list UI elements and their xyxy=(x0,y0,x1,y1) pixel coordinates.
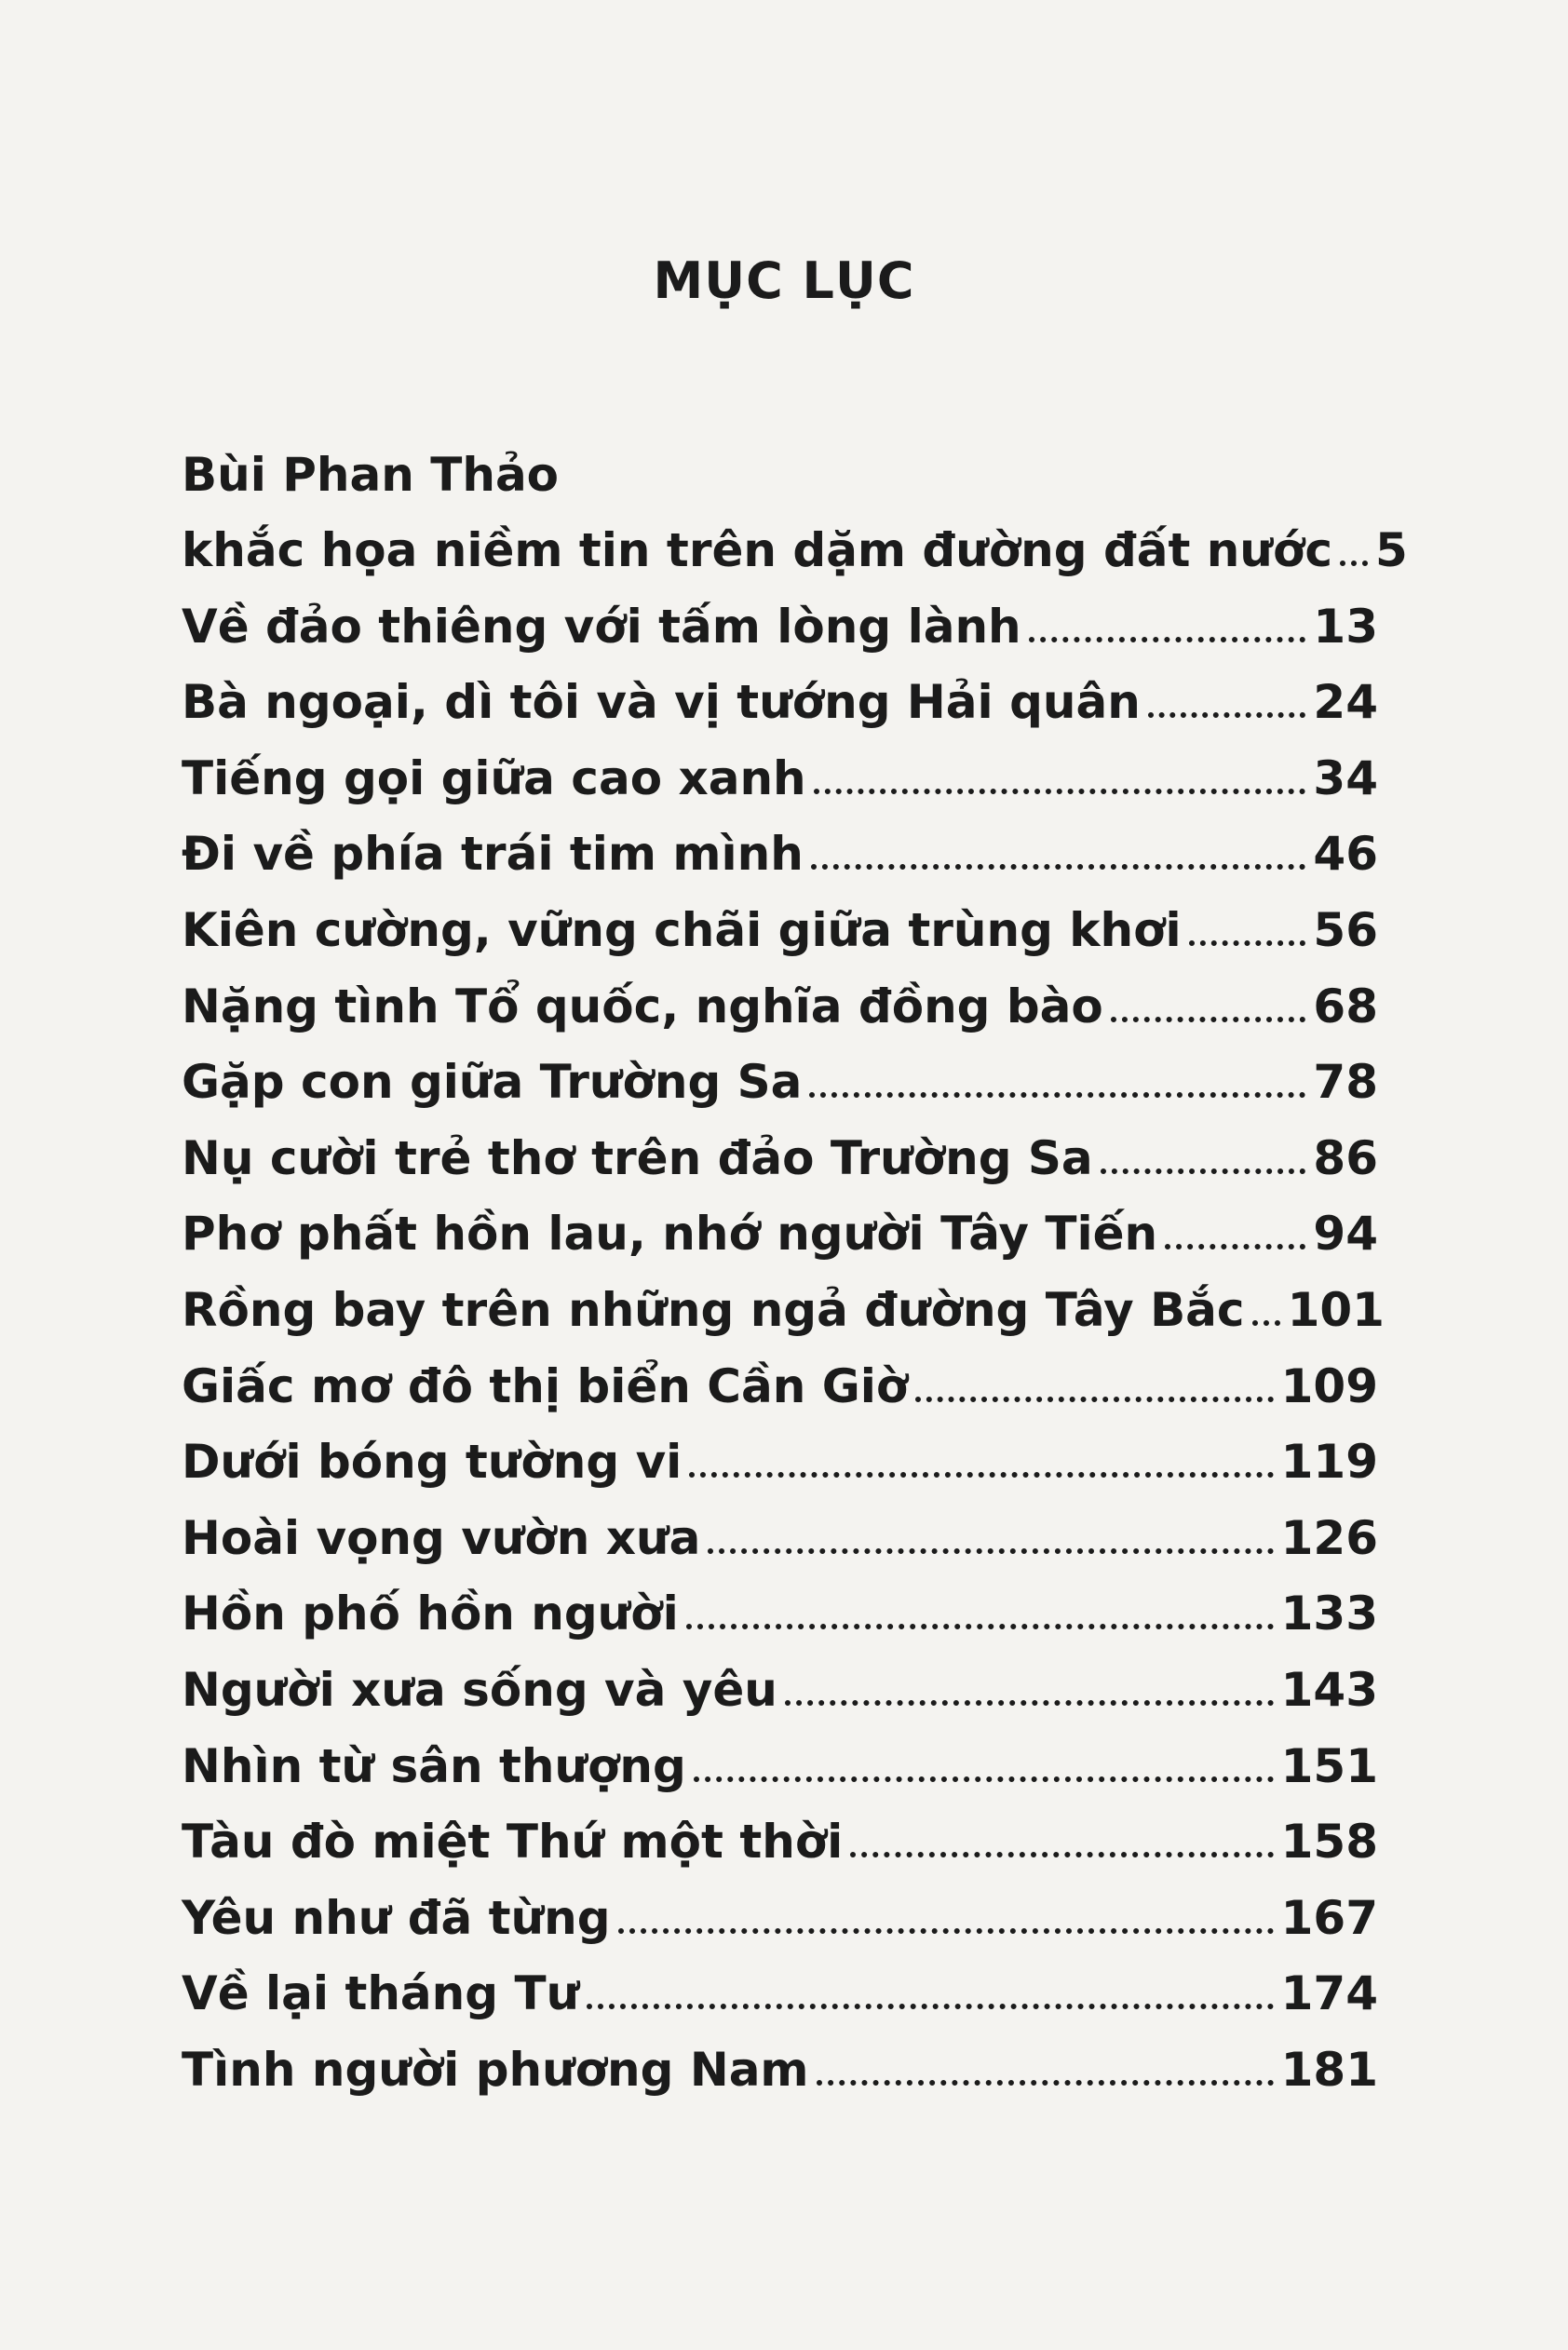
toc-entry-title: khắc họa niềm tin trên dặm đường đất nước xyxy=(182,523,1332,577)
toc-entry xyxy=(182,1349,1378,1425)
toc-entry-title: Về đảo thiêng với tấm lòng lành xyxy=(182,599,1021,654)
toc-entry-page: 24 xyxy=(1313,675,1378,730)
toc-entry xyxy=(182,969,1378,1046)
toc-entry-title: Nặng tình Tổ quốc, nghĩa đồng bào xyxy=(182,979,1103,1033)
toc-entry xyxy=(182,1804,1378,1881)
toc-entry-page: 5 xyxy=(1375,523,1408,577)
toc-entry-title: Giấc mơ đô thị biển Cần Giờ xyxy=(182,1358,909,1413)
toc-entry-page: 68 xyxy=(1313,979,1378,1033)
toc-entry xyxy=(182,2033,1378,2109)
dot-leader xyxy=(850,1852,1273,1857)
toc-entry-title: Rồng bay trên những ngả đường Tây Bắc xyxy=(182,1282,1245,1337)
toc-entry-page: 174 xyxy=(1280,1966,1378,2021)
dot-leader xyxy=(1148,712,1306,718)
toc-entry xyxy=(182,1881,1378,1957)
toc-entry xyxy=(182,741,1378,817)
toc-entry-title: Phơ phất hồn lau, nhớ người Tây Tiến xyxy=(182,1207,1158,1262)
toc-entry-title: Hồn phố hồn người xyxy=(182,1587,679,1641)
dot-leader xyxy=(1189,940,1306,946)
dot-leader xyxy=(1165,1244,1305,1249)
toc-entry-title: Tàu đò miệt Thứ một thời xyxy=(182,1815,844,1870)
dot-leader xyxy=(694,1776,1274,1782)
toc-entry-title: Nhìn từ sân thượng xyxy=(182,1738,686,1793)
toc-entry-title: Tiếng gọi giữa cao xanh xyxy=(182,750,806,805)
dot-leader xyxy=(1101,1168,1306,1174)
toc-entry xyxy=(182,1729,1378,1805)
toc-entry-page: 143 xyxy=(1280,1662,1378,1717)
toc-entry xyxy=(182,1956,1378,2033)
dot-leader xyxy=(686,1624,1274,1629)
toc-entry-title: Hoài vọng vườn xưa xyxy=(182,1510,701,1565)
toc-entry-page: 133 xyxy=(1280,1587,1378,1641)
toc-entry-title: Người xưa sống và yêu xyxy=(182,1662,777,1717)
toc-entry-title: Dưới bóng tường vi xyxy=(182,1435,683,1490)
toc-intro-author: Bùi Phan Thảo xyxy=(182,448,560,502)
dot-leader xyxy=(1111,1017,1306,1022)
toc-entry-page: 78 xyxy=(1313,1055,1378,1110)
toc-entry-title: Bà ngoại, dì tôi và vị tướng Hải quân xyxy=(182,675,1141,730)
toc-entry xyxy=(182,1653,1378,1729)
dot-leader xyxy=(618,1928,1274,1934)
dot-leader xyxy=(785,1700,1274,1706)
toc-entry xyxy=(182,1121,1378,1197)
toc-entry-page: 13 xyxy=(1313,599,1378,654)
toc-entry-page: 34 xyxy=(1313,750,1378,805)
toc-entry xyxy=(182,1196,1378,1273)
toc-entry-title: Yêu như đã từng xyxy=(182,1890,611,1945)
toc-intro-entry xyxy=(182,513,1408,589)
dot-leader xyxy=(1252,1320,1280,1326)
toc-entry-page: 167 xyxy=(1280,1890,1378,1945)
table-of-contents xyxy=(182,438,1408,2108)
toc-entry xyxy=(182,1576,1378,1653)
dot-leader xyxy=(811,864,1306,870)
toc-entry-page: 181 xyxy=(1280,2042,1378,2097)
toc-entry xyxy=(182,1273,1385,1349)
toc-entry-page: 94 xyxy=(1313,1207,1378,1262)
dot-leader xyxy=(708,1548,1273,1554)
dot-leader xyxy=(1340,560,1368,566)
toc-entry-title: Kiên cường, vững chãi giữa trùng khơi xyxy=(182,902,1182,957)
toc-entry-page: 56 xyxy=(1313,902,1378,957)
toc-entry-page: 151 xyxy=(1280,1738,1378,1793)
dot-leader xyxy=(814,789,1306,794)
toc-entry xyxy=(182,1501,1378,1577)
toc-entry-page: 46 xyxy=(1313,827,1378,882)
toc-entry-title: Gặp con giữa Trường Sa xyxy=(182,1055,803,1110)
dot-leader xyxy=(1029,637,1306,642)
toc-entry xyxy=(182,665,1378,741)
toc-entry-page: 126 xyxy=(1280,1510,1378,1565)
toc-entry xyxy=(182,589,1378,666)
dot-leader xyxy=(809,1092,1305,1098)
toc-entry-page: 86 xyxy=(1313,1130,1378,1185)
toc-entry-title: Tình người phương Nam xyxy=(182,2042,809,2097)
toc-entry-page: 101 xyxy=(1287,1282,1385,1337)
page-title: MỤC LỤC xyxy=(653,251,915,310)
toc-entry xyxy=(182,1425,1378,1501)
dot-leader xyxy=(689,1472,1273,1478)
toc-entry-page: 158 xyxy=(1280,1815,1378,1870)
toc-entry-title: Đi về phía trái tim mình xyxy=(182,827,804,882)
toc-entry xyxy=(182,817,1378,893)
dot-leader xyxy=(915,1397,1273,1402)
toc-entry-title: Nụ cười trẻ thơ trên đảo Trường Sa xyxy=(182,1130,1093,1185)
dot-leader xyxy=(817,2080,1274,2086)
toc-entry-page: 119 xyxy=(1280,1435,1378,1490)
toc-entry-page: 109 xyxy=(1280,1358,1378,1413)
toc-entry-title: Về lại tháng Tư xyxy=(182,1966,580,2021)
toc-entries xyxy=(182,589,1385,2109)
dot-leader xyxy=(587,2004,1273,2009)
toc-entry xyxy=(182,1045,1378,1121)
toc-entry xyxy=(182,893,1378,969)
